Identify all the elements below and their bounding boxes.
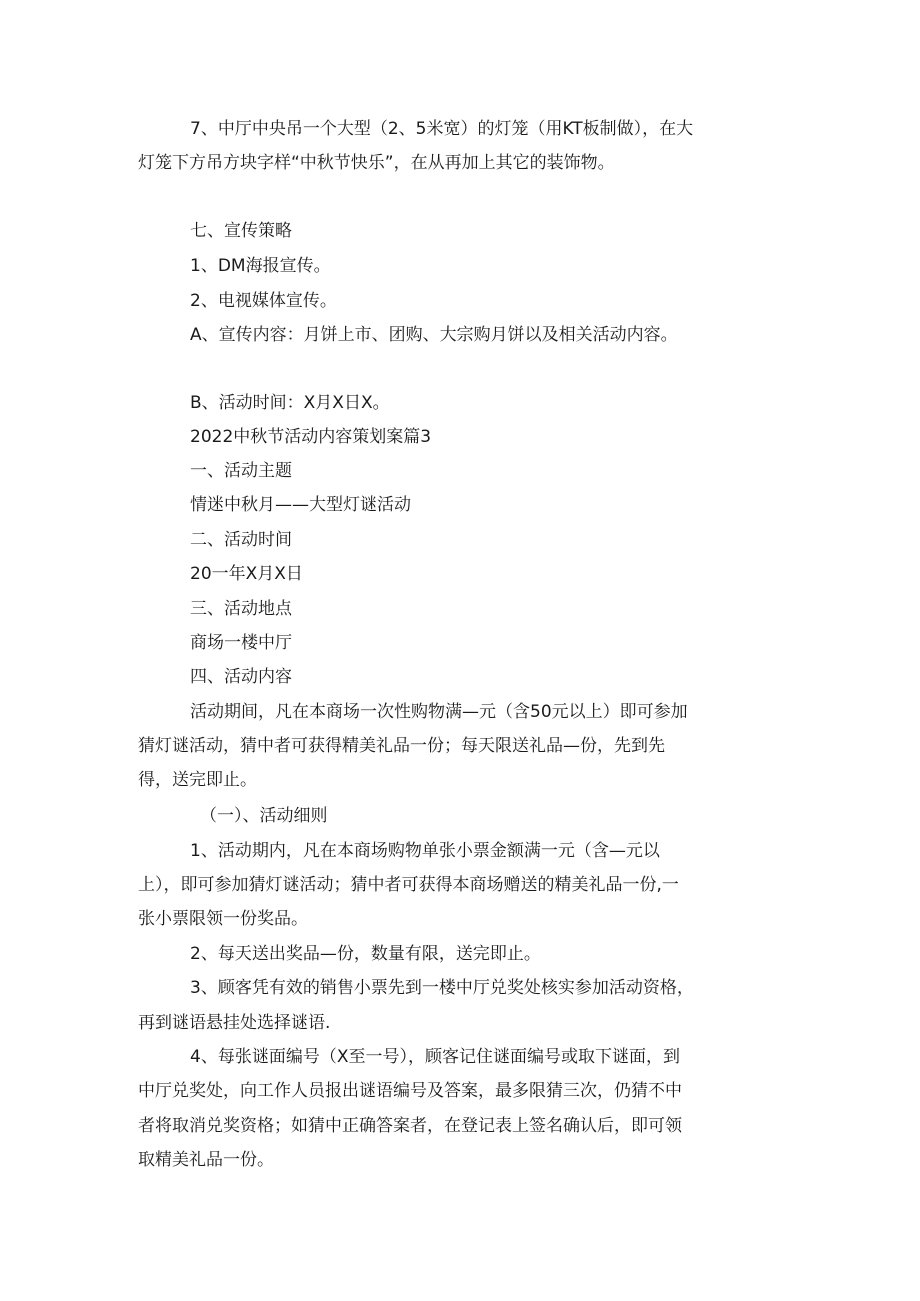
text-line: 3、顾客凭有效的销售小票先到一楼中厅兑奖处核实参加活动资格，	[190, 978, 694, 998]
text-line: 上），即可参加猜灯谜活动；猜中者可获得本商场赠送的精美礼品一份,一	[138, 875, 679, 895]
text-line: 1、活动期内，凡在本商场购物单张小票金额满一元（含—元以	[190, 841, 660, 861]
text-line: 7、中厅中央吊一个大型（2、5米宽）的灯笼（用KT板制做），在大	[190, 119, 694, 139]
text-line: 张小票限领一份奖品。	[138, 909, 308, 929]
section-heading: 一、活动主题	[190, 461, 292, 481]
text-line: 20一年X月X日	[190, 564, 303, 584]
text-line: B、活动时间：X月X日X。	[190, 393, 390, 413]
text-line: 灯笼下方吊方块字样“中秋节快乐”，在从再加上其它的装饰物。	[138, 153, 615, 173]
text-line: 活动期间，凡在本商场一次性购物满—元（含50元以上）即可参加	[190, 702, 688, 722]
section-heading: 二、活动时间	[190, 530, 292, 550]
text-line: 猜灯谜活动，猜中者可获得精美礼品一份；每天限送礼品—份，先到先	[138, 736, 665, 756]
text-line: 再到谜语悬挂处选择谜语.	[138, 1013, 331, 1033]
text-line: 商场一楼中厅	[190, 633, 292, 653]
text-line: 中厅兑奖处，向工作人员报出谜语编号及答案，最多限猜三次，仍猜不中	[138, 1081, 682, 1101]
section-heading: 四、活动内容	[190, 667, 292, 687]
subsection-heading: （一）、活动细则	[200, 806, 328, 826]
text-line: 2、电视媒体宣传。	[190, 291, 337, 311]
text-line: 4、每张谜面编号（X至一号），顾客记住谜面编号或取下谜面，到	[190, 1047, 680, 1067]
text-line: 1、DM海报宣传。	[190, 256, 331, 276]
text-line: 取精美礼品一份。	[138, 1150, 274, 1170]
text-line: 2、每天送出奖品—份，数量有限，送完即止。	[190, 944, 541, 964]
text-line: A、宣传内容：月饼上市、团购、大宗购月饼以及相关活动内容。	[190, 325, 678, 345]
article-title: 2022中秋节活动内容策划案篇3	[190, 427, 432, 447]
text-line: 者将取消兑奖资格；如猜中正确答案者，在登记表上签名确认后，即可领	[138, 1116, 682, 1136]
text-line: 得，送完即止。	[138, 770, 257, 790]
section-heading: 七、宣传策略	[190, 221, 292, 241]
section-heading: 三、活动地点	[190, 599, 292, 619]
text-line: 情迷中秋月——大型灯谜活动	[190, 495, 411, 515]
